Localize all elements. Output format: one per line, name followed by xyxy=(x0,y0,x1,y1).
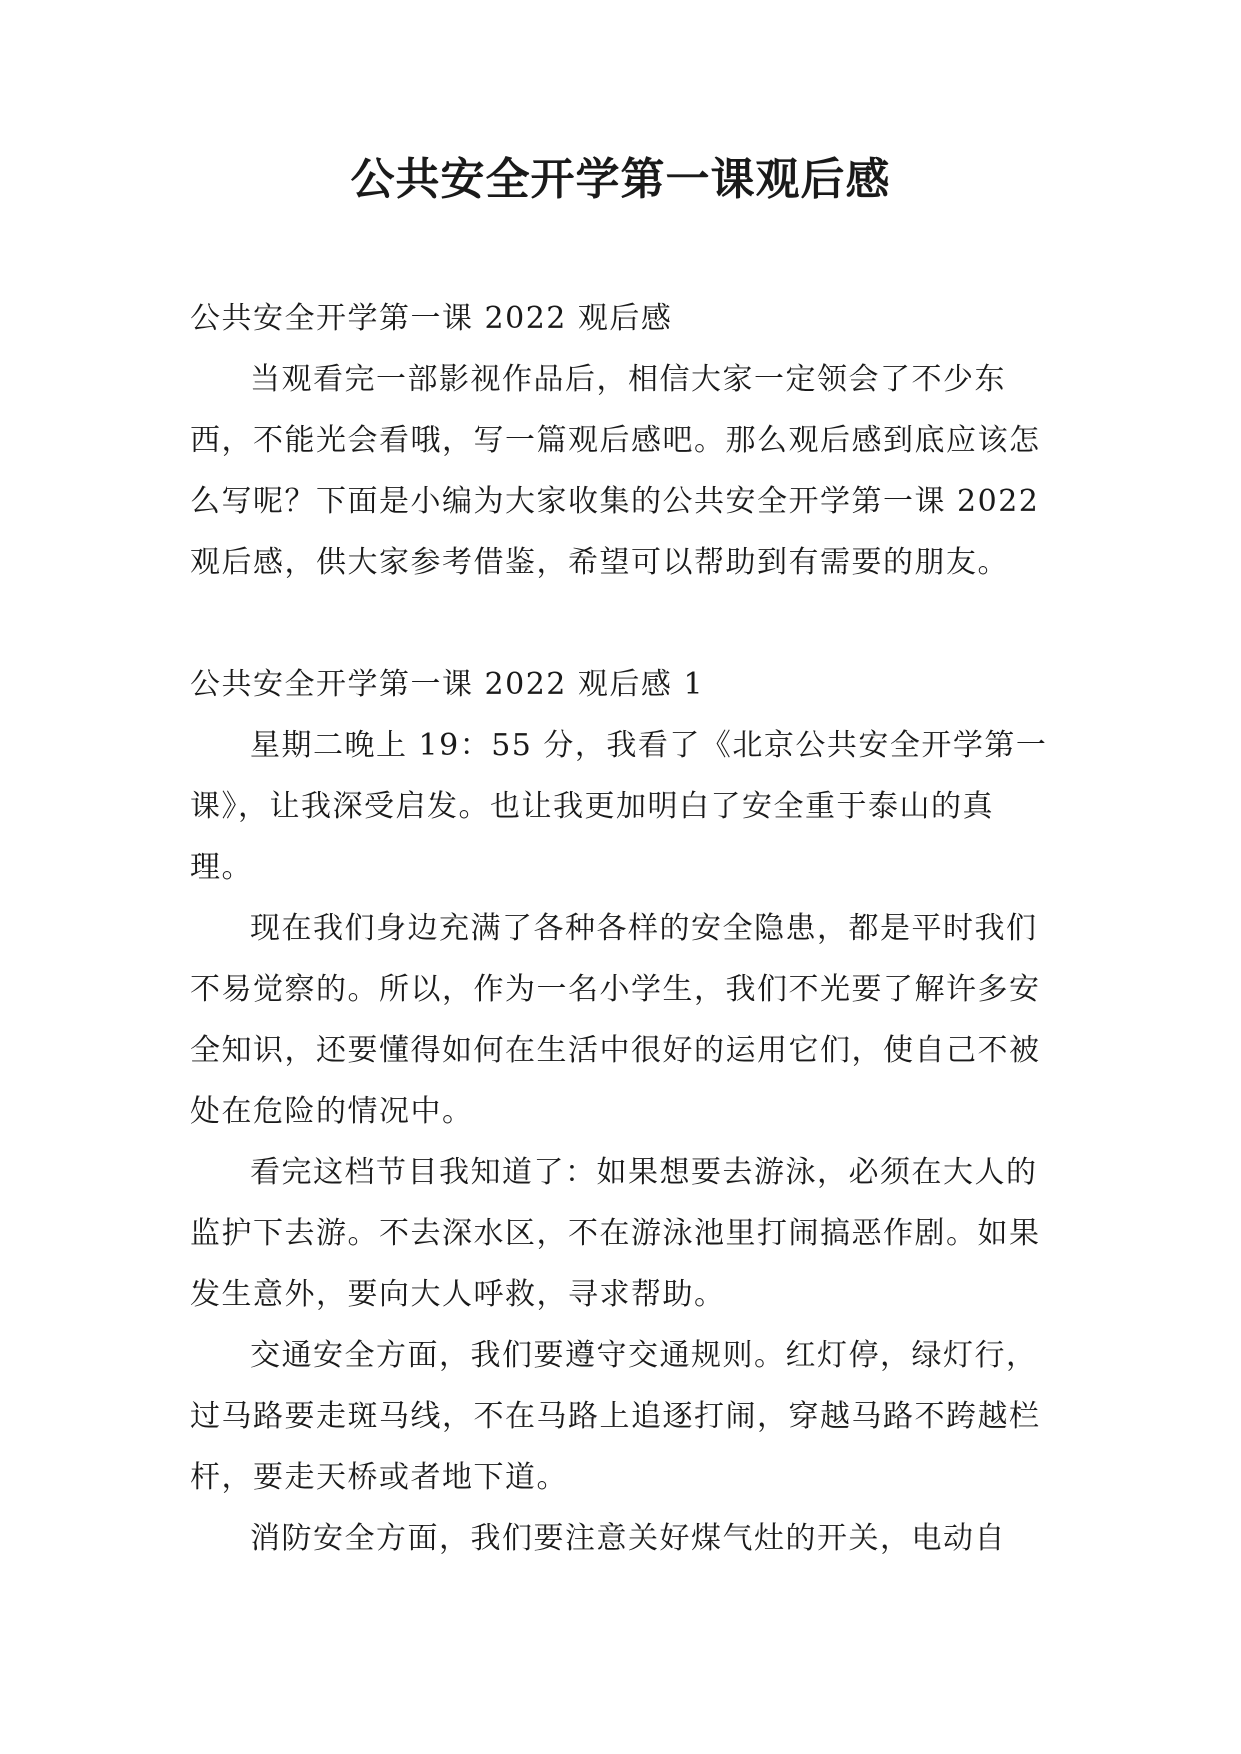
document-body xyxy=(190,288,1050,1569)
section-heading-1: 公共安全开学第一课 2022 观后感 xyxy=(190,301,673,336)
body-paragraph-2: 现在我们身边充满了各种各样的安全隐患，都是平时我们不易觉察的。所以，作为一名小学生，我们不光要了解许多安全知识，还要懂得如何在生活中很好的运用它们，使自己不被处在危险的情况中。 xyxy=(190,911,1041,1129)
section-heading-2: 公共安全开学第一课 2022 观后感 1 xyxy=(190,667,705,702)
body-paragraph-5: 消防安全方面，我们要注意关好煤气灶的开关，电动自 xyxy=(250,1521,1006,1556)
body-paragraph-1: 星期二晚上 19：55 分，我看了《北京公共安全开学第一课》，让我深受启发。也让我更加明白了安全重于泰山的真理。 xyxy=(190,728,1048,885)
body-paragraph-3: 看完这档节目我知道了：如果想要去游泳，必须在大人的监护下去游。不去深水区，不在游泳池里打闹搞恶作剧。如果发生意外，要向大人呼救，寻求帮助。 xyxy=(190,1155,1041,1312)
body-paragraph-4: 交通安全方面，我们要遵守交通规则。红灯停，绿灯行，过马路要走斑马线，不在马路上追逐打闹，穿越马路不跨越栏杆，要走天桥或者地下道。 xyxy=(190,1338,1041,1495)
document-title: 公共安全开学第一课观后感 xyxy=(350,154,891,205)
section-spacer xyxy=(190,593,1050,654)
intro-paragraph: 当观看完一部影视作品后，相信大家一定领会了不少东西，不能光会看哦，写一篇观后感吧。那么观后感到底应该怎么写呢？下面是小编为大家收集的公共安全开学第一课 2022 观后感，供大家参考借鉴，希望可以帮助到有需要的朋友。 xyxy=(190,362,1041,580)
